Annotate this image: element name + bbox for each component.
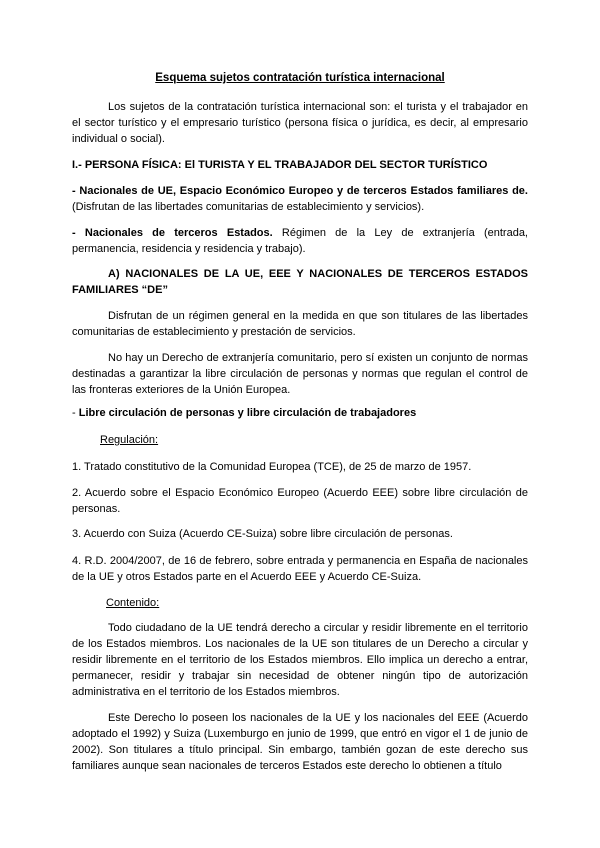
contenido-label: Contenido: bbox=[106, 597, 160, 609]
document-title: Esquema sujetos contratación turística internacional bbox=[155, 72, 445, 84]
subheading-a: A) NACIONALES DE LA UE, EEE Y NACIONALES DE TERCEROS ESTADOS FAMILIARES “DE” bbox=[72, 268, 528, 296]
libre-circulacion-title: Libre circulación de personas y libre circulación de trabajadores bbox=[78, 407, 417, 419]
section-1-heading: I.- PERSONA FÍSICA: El TURISTA Y EL TRABAJADOR DEL SECTOR TURÍSTICO bbox=[72, 159, 488, 171]
item-terceros-estados-text: Régimen de la Ley de extranjería (entrada, permanencia, residencia y residencia y trabajo). bbox=[72, 227, 528, 255]
intro-paragraph: Los sujetos de la contratación turística internacional son: el turista y el trabajador en el sector turístico y el empresario turístico (persona física o jurídica, es decir, al empresario individual o social). bbox=[72, 101, 528, 145]
item-nacionales-ue bbox=[72, 183, 528, 215]
item-nacionales-ue-text: (Disfrutan de las libertades comunitarias de establecimiento y servicios). bbox=[72, 201, 425, 213]
contenido-paragraph-2: Este Derecho lo poseen los nacionales de la UE y los nacionales del EEE (Acuerdo adoptado el 1992) y Suiza (Luxemburgo en junio de 1999, que entró en vigor el 1 de junio de 2002). Son titulares a título principal. Sin embargo, también gozan de este derecho sus familiares aunque sean nacionales de terceros Estados este derecho lo obtienen a título bbox=[72, 712, 528, 772]
item-terceros-estados-bold: - Nacionales de terceros Estados. bbox=[72, 227, 273, 239]
item-nacionales-ue-bold: - Nacionales de UE, Espacio Económico Europeo y de terceros Estados familiares de. bbox=[72, 185, 528, 197]
libre-circulacion-dash: - bbox=[72, 407, 79, 419]
paragraph-a2: No hay un Derecho de extranjería comunitario, pero sí existen un conjunto de normas destinadas a garantizar la libre circulación de personas y normas que regulan el control de las fronteras exteriores de la Unión Europea. bbox=[72, 352, 528, 396]
regulation-item-1: 1. Tratado constitutivo de la Comunidad Europea (TCE), de 25 de marzo de 1957. bbox=[72, 461, 472, 473]
regulation-item-4: 4. R.D. 2004/2007, de 16 de febrero, sobre entrada y permanencia en España de nacionales de la UE y otros Estados parte en el Acuerdo EEE y Acuerdo CE-Suiza. bbox=[72, 555, 528, 583]
regulation-item-2: 2. Acuerdo sobre el Espacio Económico Europeo (Acuerdo EEE) sobre libre circulación de personas. bbox=[72, 487, 528, 515]
contenido-paragraph-1: Todo ciudadano de la UE tendrá derecho a circular y residir libremente en el territorio de los Estados miembros. Los nacionales de la UE son titulares de un Derecho a circular y residir libremente en el territorio de los Estados miembros. Ello implica un derecho a entrar, permanecer, residir y trabajar sin necesidad de obtener ningún tipo de autorización administrativa en el territorio de los Estados miembros. bbox=[72, 622, 528, 698]
regulation-item-3: 3. Acuerdo con Suiza (Acuerdo CE-Suiza) sobre libre circulación de personas. bbox=[72, 528, 453, 540]
item-terceros-estados bbox=[72, 225, 528, 257]
regulacion-label: Regulación: bbox=[100, 434, 159, 446]
libre-circulacion-heading bbox=[72, 405, 528, 421]
paragraph-a1: Disfrutan de un régimen general en la medida en que son titulares de las libertades comunitarias de establecimiento y prestación de servicios. bbox=[72, 310, 528, 338]
